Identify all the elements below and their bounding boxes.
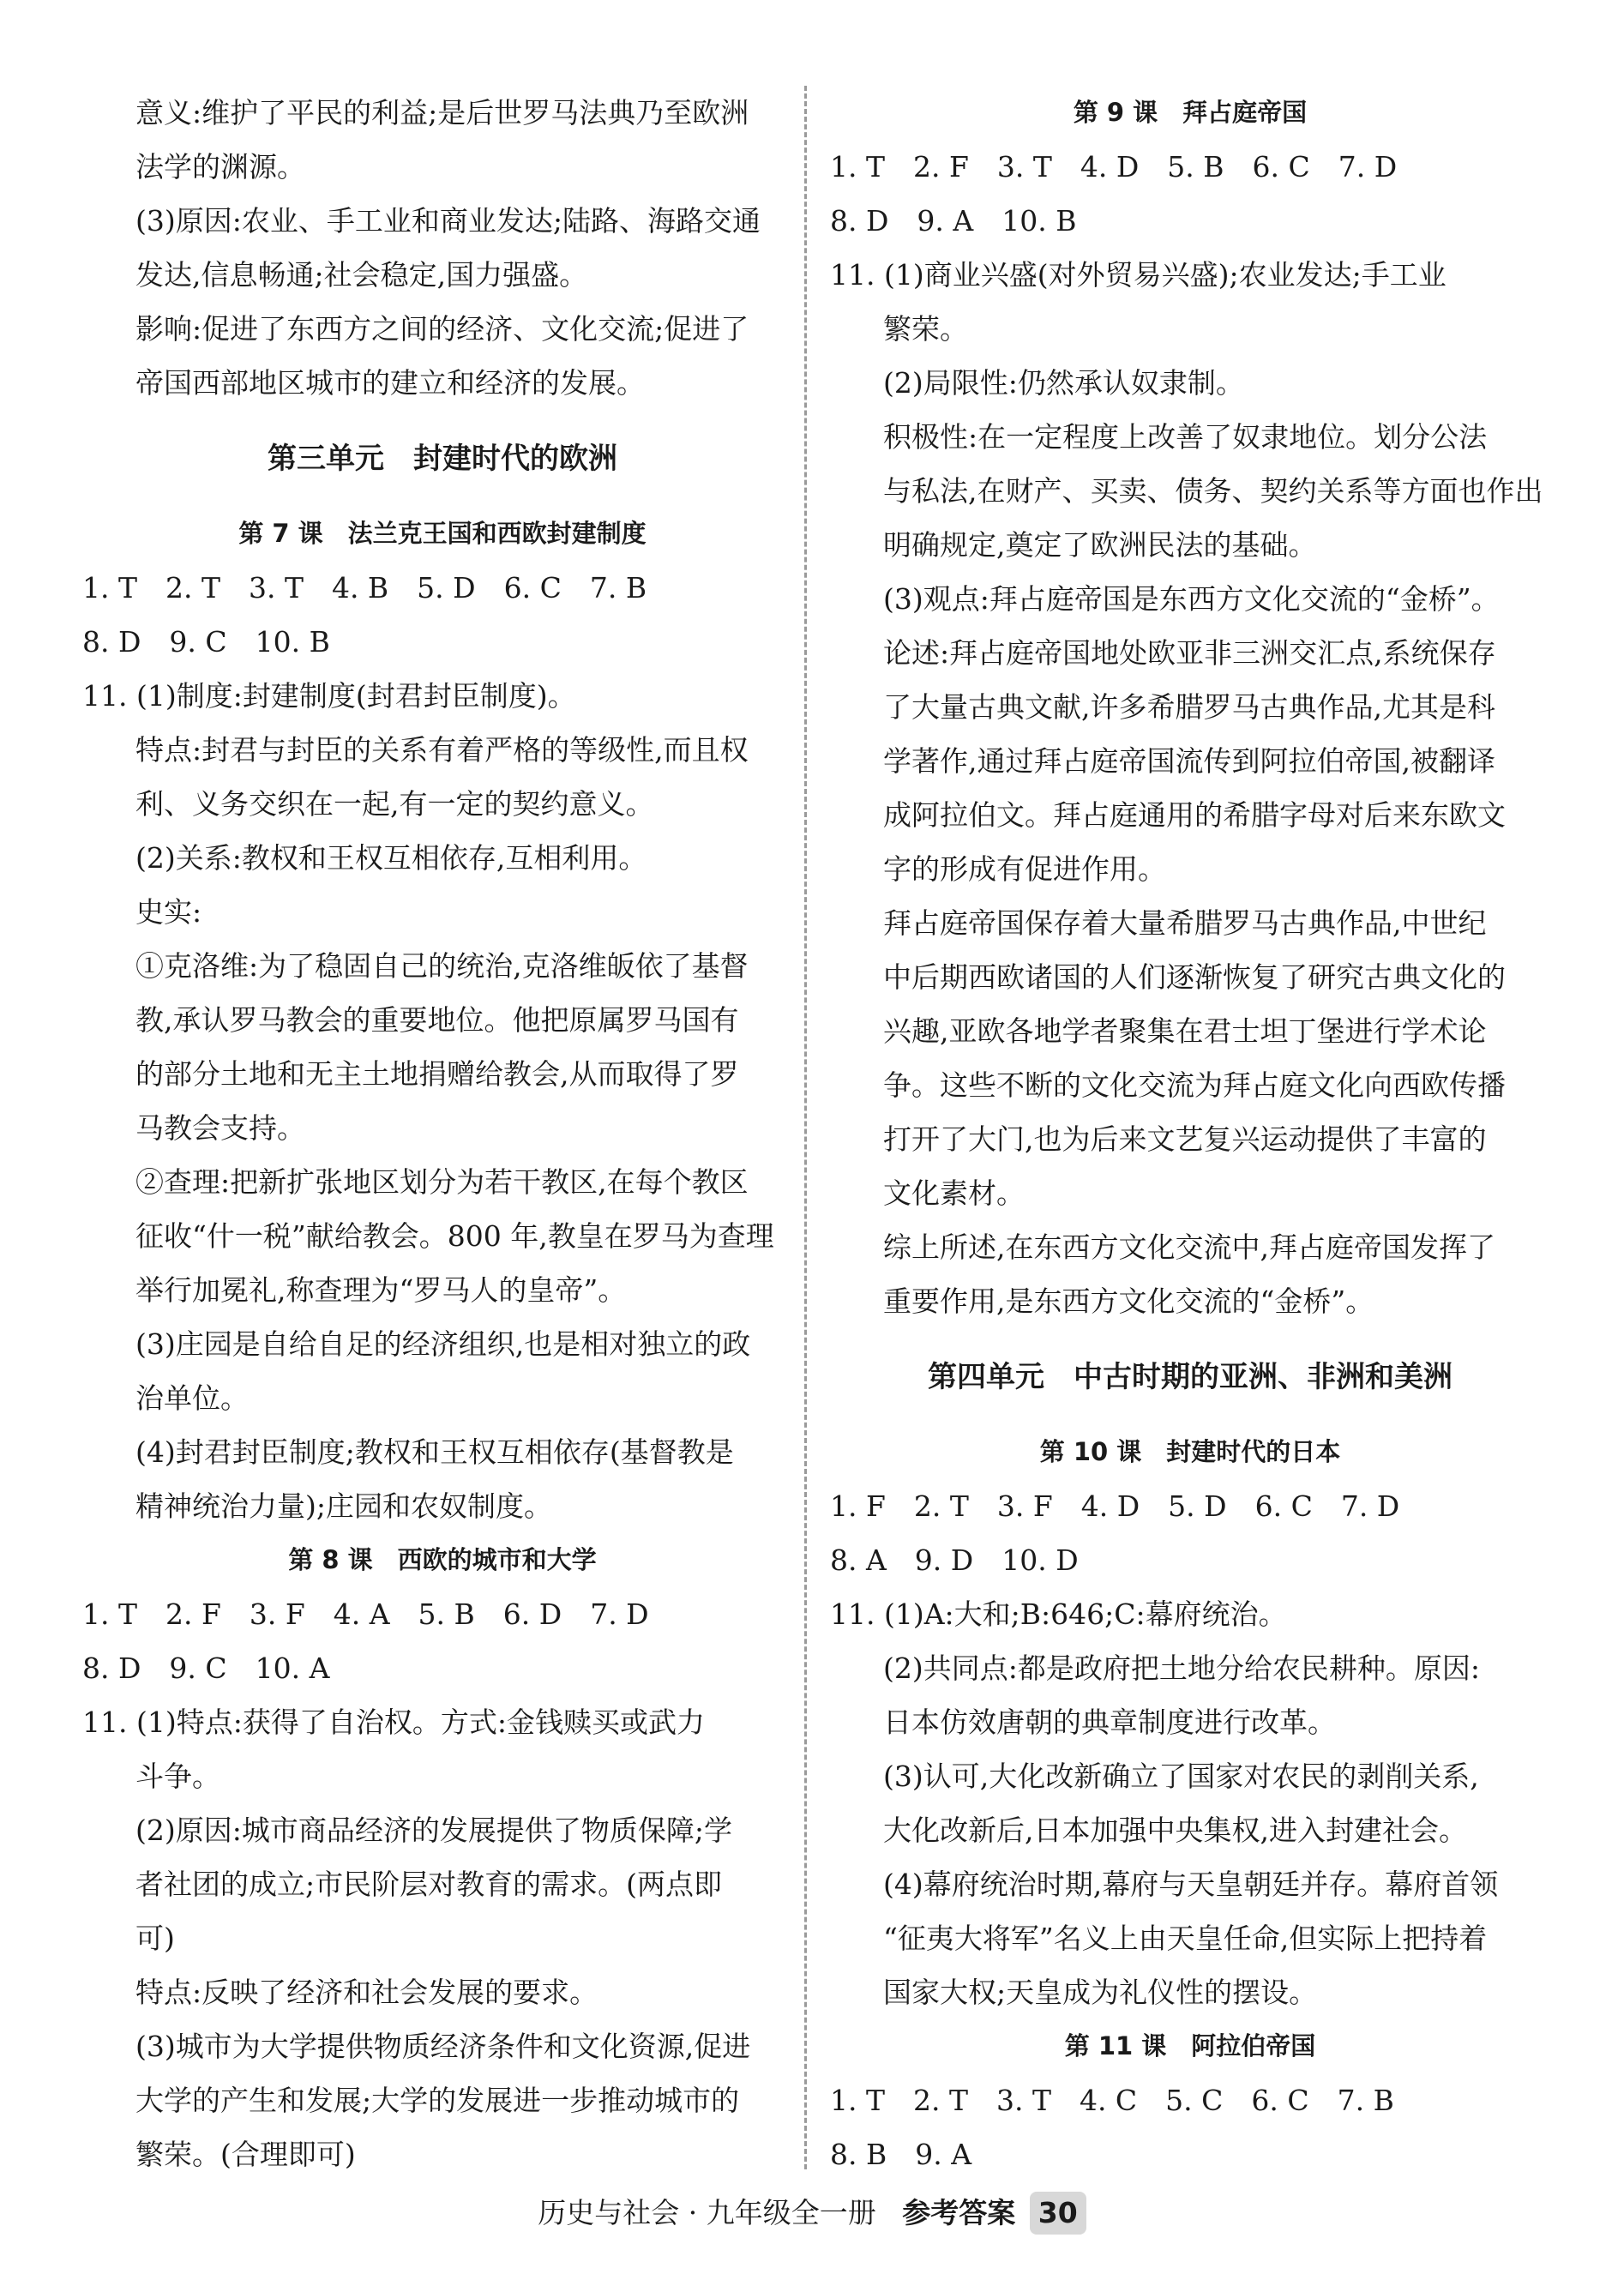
answer-line: 8. D 9. C 10. A	[82, 1651, 330, 1685]
answer-line: 1. T 2. F 3. F 4. A 5. B 6. D 7. D	[82, 1597, 649, 1631]
text-line: 帝国西部地区城市的建立和经济的发展。	[135, 366, 645, 400]
lesson-title: 第 7 课 法兰克王国和西欧封建制度	[238, 519, 647, 548]
text-line: 影响:促进了东西方之间的经济、文化交流;促进了	[135, 312, 749, 346]
answer-line: 8. D 9. C 10. B	[82, 625, 330, 659]
text-line: 者社团的成立;市民阶层对教育的需求。(两点即	[135, 1868, 722, 1901]
text-line: (2)关系:教权和王权互相依存,互相利用。	[135, 841, 647, 875]
question-line: 11. (1)特点:获得了自治权。方式:金钱赎买或武力	[82, 1705, 705, 1739]
footer-label: 参考答案	[902, 2196, 1016, 2229]
text-line: (3)庄园是自给自足的经济组织,也是相对独立的政	[135, 1327, 751, 1361]
text-line: 教,承认罗马教会的重要地位。他把原属罗马国有	[135, 1003, 739, 1037]
text-line: 举行加冕礼,称查理为“罗马人的皇帝”。	[135, 1273, 627, 1307]
lesson-title: 第 9 课 拜占庭帝国	[1073, 98, 1308, 127]
text-line: 积极性:在一定程度上改善了奴隶地位。划分公法	[883, 420, 1488, 454]
unit-title: 第三单元 封建时代的欧洲	[268, 442, 617, 476]
answer-line: 8. A 9. D 10. D	[830, 1543, 1079, 1577]
text-line: 意义:维护了平民的利益;是后世罗马法典乃至欧洲	[135, 96, 749, 129]
text-line: 了大量古典文献,许多希腊罗马古典作品,尤其是科	[883, 690, 1495, 724]
text-line: 发达,信息畅通;社会稳定,国力强盛。	[135, 258, 588, 292]
text-line: 精神统治力量);庄园和农奴制度。	[135, 1489, 552, 1523]
page-footer	[0, 2192, 1624, 2235]
text-line: 马教会支持。	[135, 1111, 305, 1145]
text-line: ①克洛维:为了稳固自己的统治,克洛维皈依了基督	[135, 949, 749, 983]
text-line: (4)幕府统治时期,幕府与天皇朝廷并存。幕府首领	[883, 1868, 1499, 1901]
text-line: 重要作用,是东西方文化交流的“金桥”。	[883, 1284, 1374, 1318]
text-line: 特点:反映了经济和社会发展的要求。	[135, 1976, 598, 2009]
text-line: (2)共同点:都是政府把土地分给农民耕种。原因:	[883, 1651, 1480, 1685]
text-line: (2)原因:城市商品经济的发展提供了物质保障;学	[135, 1814, 732, 1847]
book-title: 历史与社会 · 九年级全一册	[538, 2196, 876, 2229]
answer-line: 1. T 2. T 3. T 4. B 5. D 6. C 7. B	[82, 571, 647, 605]
lesson-title: 第 10 课 封建时代的日本	[1039, 1437, 1341, 1466]
text-line: 可)	[135, 1922, 175, 1955]
text-line: 治单位。	[135, 1381, 249, 1415]
text-line: 中后期西欧诸国的人们逐渐恢复了研究古典文化的	[883, 960, 1506, 994]
text-line: 征收“什一税”献给教会。800 年,教皇在罗马为查理	[135, 1219, 774, 1253]
text-line: 学著作,通过拜占庭帝国流传到阿拉伯帝国,被翻译	[883, 744, 1495, 778]
text-line: 争。这些不断的文化交流为拜占庭文化向西欧传播	[883, 1068, 1506, 1102]
text-line: 繁荣。	[883, 312, 968, 346]
text-line: 国家大权;天皇成为礼仪性的摆设。	[883, 1976, 1318, 2009]
answer-line: 1. T 2. T 3. T 4. C 5. C 6. C 7. B	[830, 2084, 1394, 2117]
unit-title: 第四单元 中古时期的亚洲、非洲和美洲	[928, 1360, 1453, 1394]
text-line: 斗争。	[135, 1760, 220, 1793]
text-line: 论述:拜占庭帝国地处欧亚非三洲交汇点,系统保存	[883, 636, 1496, 670]
right-column	[830, 86, 1550, 2181]
lesson-title: 第 8 课 西欧的城市和大学	[288, 1545, 597, 1574]
text-line: 日本仿效唐朝的典章制度进行改革。	[883, 1705, 1336, 1739]
question-line: 11. (1)A:大和;B:646;C:幕府统治。	[830, 1597, 1287, 1631]
answer-line: 8. D 9. A 10. B	[830, 204, 1077, 238]
text-line: (2)局限性:仍然承认奴隶制。	[883, 366, 1244, 400]
question-line: 11. (1)商业兴盛(对外贸易兴盛);农业发达;手工业	[830, 258, 1447, 292]
text-line: 明确规定,奠定了欧洲民法的基础。	[883, 528, 1317, 562]
text-line: 的部分土地和无主土地捐赠给教会,从而取得了罗	[135, 1057, 739, 1091]
text-line: (3)观点:拜占庭帝国是东西方文化交流的“金桥”。	[883, 582, 1500, 616]
text-line: 打开了大门,也为后来文艺复兴运动提供了丰富的	[883, 1122, 1487, 1156]
text-line: 成阿拉伯文。拜占庭通用的希腊字母对后来东欧文	[883, 798, 1506, 832]
text-line: (3)认可,大化改新确立了国家对农民的剥削关系,	[883, 1760, 1479, 1793]
text-line: 文化素材。	[883, 1176, 1025, 1210]
text-line: 利、义务交织在一起,有一定的契约意义。	[135, 787, 654, 821]
question-line: 11. (1)制度:封建制度(封君封臣制度)。	[82, 679, 576, 713]
left-column	[82, 86, 803, 2181]
text-line: 史实:	[135, 895, 202, 929]
text-line: 拜占庭帝国保存着大量希腊罗马古典作品,中世纪	[883, 906, 1487, 940]
text-line: 综上所述,在东西方文化交流中,拜占庭帝国发挥了	[883, 1230, 1495, 1264]
text-line: 特点:封君与封臣的关系有着严格的等级性,而且权	[135, 733, 749, 767]
page-number: 30	[1030, 2192, 1086, 2235]
text-line: 法学的渊源。	[135, 150, 305, 183]
answer-line: 1. T 2. F 3. T 4. D 5. B 6. C 7. D	[830, 150, 1398, 183]
text-line: (4)封君封臣制度;教权和王权互相依存(基督教是	[135, 1435, 734, 1469]
text-line: (3)城市为大学提供物质经济条件和文化资源,促进	[135, 2030, 751, 2063]
answer-line: 1. F 2. T 3. F 4. D 5. D 6. C 7. D	[830, 1489, 1400, 1523]
answer-line: 8. B 9. A	[830, 2138, 972, 2171]
text-line: 与私法,在财产、买卖、债务、契约关系等方面也作出	[883, 474, 1543, 508]
column-divider	[804, 86, 807, 2169]
text-line: ②查理:把新扩张地区划分为若干教区,在每个教区	[135, 1165, 749, 1199]
text-line: 繁荣。(合理即可)	[135, 2138, 356, 2171]
text-line: 大学的产生和发展;大学的发展进一步推动城市的	[135, 2084, 740, 2117]
text-line: “征夷大将军”名义上由天皇任命,但实际上把持着	[883, 1922, 1488, 1955]
text-line: (3)原因:农业、手工业和商业发达;陆路、海路交通	[135, 204, 761, 238]
text-line: 字的形成有促进作用。	[883, 852, 1166, 886]
text-line: 大化改新后,日本加强中央集权,进入封建社会。	[883, 1814, 1467, 1847]
lesson-title: 第 11 课 阿拉伯帝国	[1064, 2031, 1316, 2060]
text-line: 兴趣,亚欧各地学者聚集在君士坦丁堡进行学术论	[883, 1014, 1487, 1048]
